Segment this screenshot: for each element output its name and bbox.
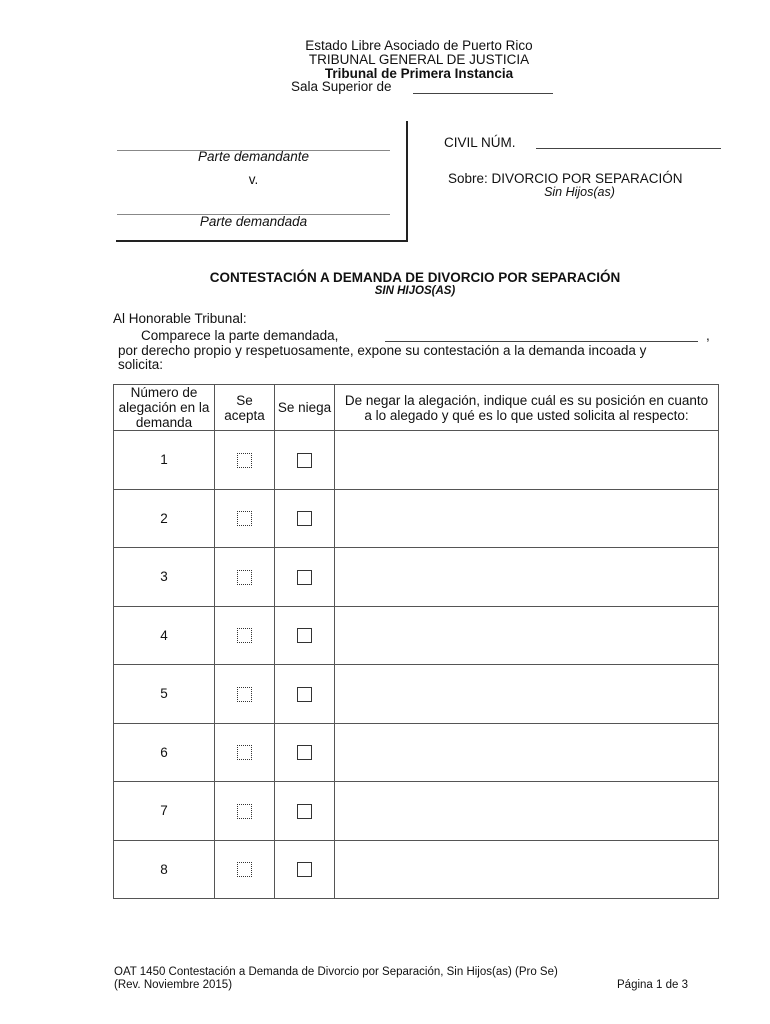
position-cell[interactable] — [335, 840, 719, 899]
accept-checkbox[interactable] — [237, 804, 252, 819]
document-subtitle: SIN HIJOS(AS) — [374, 285, 456, 297]
body-line-2: solicita: — [118, 357, 164, 372]
footer-form-id: OAT 1450 Contestación a Demanda de Divorcio por Separación, Sin Hijos(as) (Pro Se) — [114, 966, 558, 978]
allegation-number: 8 — [114, 840, 215, 899]
sala-field[interactable] — [413, 93, 553, 94]
position-cell[interactable] — [335, 606, 719, 665]
table-row — [114, 606, 719, 665]
header-state: Estado Libre Asociado de Puerto Rico — [305, 38, 533, 53]
footer-page-number: Página 1 de 3 — [617, 979, 688, 991]
allegations-table — [113, 384, 719, 899]
accept-checkbox[interactable] — [237, 453, 252, 468]
subject-sublabel: Sin Hijos(as) — [544, 185, 615, 199]
col-header-position: De negar la alegación, indique cuál es su posición en cuanto a lo alegado y qué es lo que usted solicita al respecto: — [335, 385, 719, 431]
header-court: TRIBUNAL GENERAL DE JUSTICIA — [308, 52, 530, 67]
accept-checkbox[interactable] — [237, 628, 252, 643]
deny-checkbox[interactable] — [297, 453, 312, 468]
col-header-accept: Se acepta — [215, 385, 275, 431]
civil-num-field[interactable] — [536, 148, 721, 149]
table-row — [114, 548, 719, 607]
deny-checkbox[interactable] — [297, 862, 312, 877]
table-row — [114, 782, 719, 841]
defendant-name-field[interactable] — [385, 341, 698, 342]
accept-checkbox[interactable] — [237, 687, 252, 702]
position-cell[interactable] — [335, 548, 719, 607]
header-sala-label: Sala Superior de — [291, 79, 392, 94]
deny-checkbox[interactable] — [297, 570, 312, 585]
footer-revision: (Rev. Noviembre 2015) — [114, 979, 233, 991]
caption-bracket-vertical — [406, 121, 408, 242]
plaintiff-label: Parte demandante — [197, 149, 310, 164]
accept-checkbox[interactable] — [237, 511, 252, 526]
accept-checkbox[interactable] — [237, 745, 252, 760]
col-header-number: Número de alegación en la demanda — [114, 385, 215, 431]
table-header-row — [114, 385, 719, 431]
document-title: CONTESTACIÓN A DEMANDA DE DIVORCIO POR SEPARACIÓN — [209, 270, 621, 285]
position-cell[interactable] — [335, 431, 719, 490]
accept-checkbox[interactable] — [237, 570, 252, 585]
table-row — [114, 489, 719, 548]
col-header-deny: Se niega — [275, 385, 335, 431]
table-row — [114, 665, 719, 724]
allegation-number: 4 — [114, 606, 215, 665]
defendant-label: Parte demandada — [199, 214, 308, 229]
deny-checkbox[interactable] — [297, 804, 312, 819]
allegation-number: 2 — [114, 489, 215, 548]
body-line-1: por derecho propio y respetuosamente, expone su contestación a la demanda incoada y — [118, 343, 647, 358]
civil-num-label: CIVIL NÚM. — [444, 135, 516, 150]
position-cell[interactable] — [335, 782, 719, 841]
allegation-number: 6 — [114, 723, 215, 782]
position-cell[interactable] — [335, 723, 719, 782]
subject-label: Sobre: DIVORCIO POR SEPARACIÓN — [448, 171, 683, 186]
deny-checkbox[interactable] — [297, 511, 312, 526]
deny-checkbox[interactable] — [297, 628, 312, 643]
position-cell[interactable] — [335, 665, 719, 724]
table-row — [114, 723, 719, 782]
position-cell[interactable] — [335, 489, 719, 548]
versus-label: v. — [248, 172, 259, 187]
table-row — [114, 431, 719, 490]
deny-checkbox[interactable] — [297, 687, 312, 702]
appearance-text: Comparece la parte demandada, — [141, 328, 339, 343]
allegation-number: 7 — [114, 782, 215, 841]
salutation: Al Honorable Tribunal: — [113, 311, 247, 326]
allegation-number: 3 — [114, 548, 215, 607]
caption-bracket-horizontal — [116, 240, 408, 242]
deny-checkbox[interactable] — [297, 745, 312, 760]
allegation-number: 5 — [114, 665, 215, 724]
allegation-number: 1 — [114, 431, 215, 490]
header-instance: Tribunal de Primera Instancia — [324, 66, 514, 81]
accept-checkbox[interactable] — [237, 862, 252, 877]
table-row — [114, 840, 719, 899]
appearance-comma: , — [706, 328, 710, 343]
